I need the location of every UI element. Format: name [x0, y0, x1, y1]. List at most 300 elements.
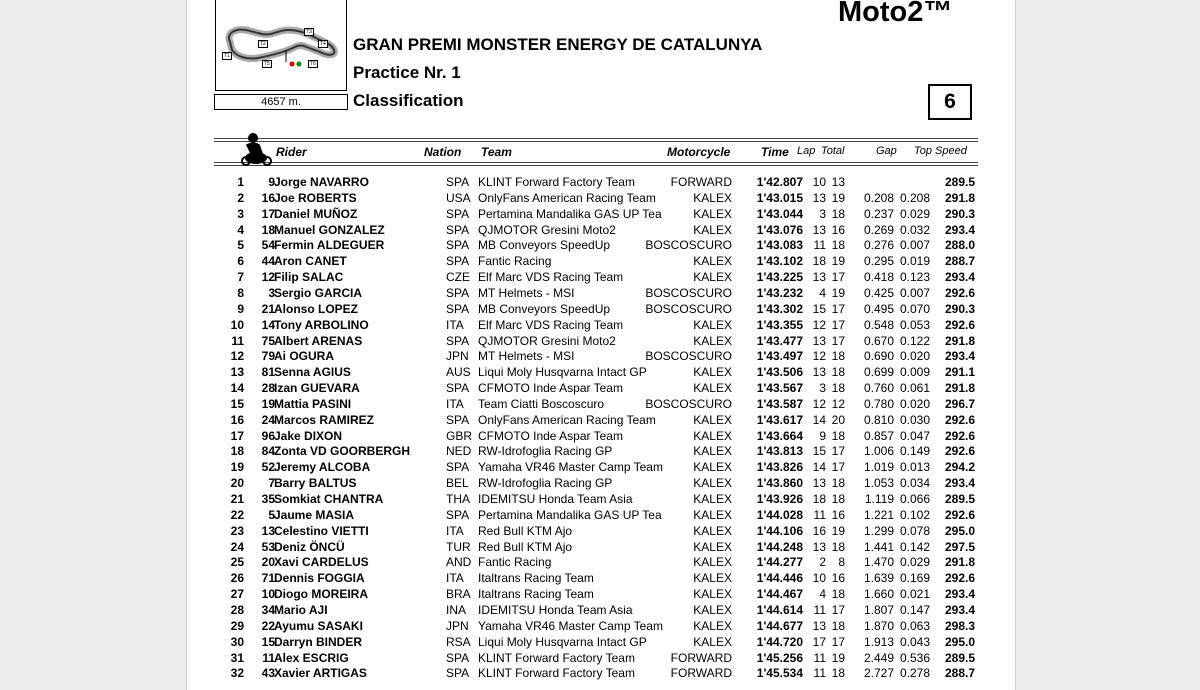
- table-row: [214, 475, 978, 491]
- best-lap-time: 1'43.617: [756, 412, 803, 427]
- rider-team: Fantic Racing: [478, 555, 552, 570]
- sector-label-t1: T1: [224, 53, 230, 59]
- rider-nation: SPA: [446, 175, 470, 189]
- best-lap-number: 15: [812, 444, 826, 459]
- total-laps: 18: [831, 238, 845, 253]
- top-speed: 291.8: [944, 333, 975, 348]
- rider-position: 32: [230, 666, 244, 681]
- rider-motorcycle: BOSCOSCURO: [645, 396, 732, 411]
- rider-number: 28: [261, 381, 275, 396]
- top-speed: 292.6: [944, 317, 975, 332]
- total-laps: 18: [831, 539, 845, 554]
- rider-number: 79: [261, 349, 275, 364]
- total-laps: 19: [831, 254, 845, 269]
- gap-to-leader: 0.810: [863, 412, 894, 427]
- best-lap-number: 3: [819, 381, 826, 396]
- rider-team: Pertamina Mandalika GAS UP Tea: [478, 206, 662, 221]
- best-lap-number: 11: [813, 666, 826, 681]
- best-lap-number: 14: [812, 460, 826, 475]
- rider-position: 10: [230, 317, 244, 332]
- rider-nation: BRA: [446, 587, 471, 602]
- track-length: 4657 m.: [214, 94, 348, 110]
- top-speed: 288.7: [944, 666, 975, 681]
- best-lap-number: 13: [812, 365, 826, 380]
- rider-position: 28: [230, 602, 244, 617]
- total-laps: 18: [831, 492, 845, 506]
- top-speed: 292.6: [944, 412, 975, 427]
- gap-to-previous: 0.063: [899, 618, 930, 633]
- gap-to-leader: 1.470: [863, 555, 894, 570]
- best-lap-number: 4: [819, 285, 826, 300]
- gap-to-previous: 0.029: [899, 206, 930, 221]
- table-row: [214, 190, 978, 206]
- rider-position: 20: [230, 476, 244, 491]
- rider-nation: BEL: [446, 476, 469, 491]
- rider-position: 23: [230, 523, 244, 538]
- best-lap-time: 1'43.076: [756, 222, 803, 237]
- best-lap-number: 13: [812, 476, 826, 491]
- rider-number: 18: [261, 222, 275, 237]
- rider-team: QJMOTOR Gresini Moto2: [478, 333, 616, 348]
- total-laps: 18: [831, 618, 845, 633]
- column-header-motorcycle: Motorcycle: [667, 145, 731, 159]
- table-row: [214, 253, 978, 269]
- top-speed: 292.6: [944, 571, 975, 586]
- gap-to-previous: 0.019: [899, 254, 930, 269]
- top-speed: 290.3: [944, 301, 975, 316]
- rider-team: KLINT Forward Factory Team: [478, 666, 635, 681]
- header-rule-bottom: [214, 162, 978, 163]
- best-lap-number: 10: [812, 175, 826, 189]
- rider-motorcycle: KALEX: [693, 618, 732, 633]
- rider-motorcycle: KALEX: [693, 412, 732, 427]
- rider-number: 21: [261, 301, 275, 316]
- best-lap-time: 1'43.225: [756, 270, 803, 285]
- top-speed: 292.6: [944, 428, 975, 443]
- rider-number: 9: [268, 175, 275, 189]
- gap-to-previous: 0.009: [899, 365, 930, 380]
- rider-team: OnlyFans American Racing Team: [478, 412, 656, 427]
- rider-team: Red Bull KTM Ajo: [478, 523, 573, 538]
- top-speed: 292.6: [944, 444, 975, 459]
- total-laps: 13: [831, 175, 845, 189]
- rider-motorcycle: KALEX: [693, 460, 732, 475]
- best-lap-time: 1'44.248: [756, 539, 803, 554]
- rider-team: Pertamina Mandalika GAS UP Tea: [478, 507, 662, 522]
- rider-name: Xavier ARTIGAS: [274, 666, 367, 681]
- best-lap-time: 1'43.355: [756, 317, 803, 332]
- rider-name: Izan GUEVARA: [274, 381, 360, 396]
- top-speed: 288.7: [944, 254, 975, 269]
- rider-motorcycle: FORWARD: [670, 175, 732, 189]
- rider-motorcycle: KALEX: [693, 523, 732, 538]
- rider-motorcycle: KALEX: [693, 539, 732, 554]
- rider-position: 25: [230, 555, 244, 570]
- table-row: [214, 174, 978, 190]
- total-laps: 18: [831, 587, 845, 602]
- rider-number: 14: [261, 317, 275, 332]
- rider-motorcycle: KALEX: [693, 571, 732, 586]
- best-lap-time: 1'44.677: [756, 618, 803, 633]
- gap-to-previous: 0.007: [899, 285, 930, 300]
- top-speed: 295.0: [944, 523, 975, 538]
- table-row: [214, 285, 978, 301]
- table-row: [214, 491, 978, 507]
- rider-number: 3: [268, 285, 275, 300]
- top-speed: 294.2: [944, 460, 975, 475]
- table-row: [214, 443, 978, 459]
- rider-name: Alex ESCRIG: [274, 650, 349, 665]
- rider-position: 1: [237, 175, 244, 189]
- best-lap-number: 18: [812, 254, 826, 269]
- gap-to-previous: 0.142: [899, 539, 930, 554]
- table-row: [214, 665, 978, 681]
- best-lap-time: 1'44.720: [756, 634, 803, 649]
- best-lap-number: 13: [812, 618, 826, 633]
- top-speed: 293.4: [944, 602, 975, 617]
- gap-to-previous: 0.102: [899, 507, 930, 522]
- rider-nation: USA: [446, 190, 471, 205]
- table-row: [214, 459, 978, 475]
- rider-name: Jorge NAVARRO: [274, 175, 369, 189]
- rider-motorcycle: KALEX: [693, 365, 732, 380]
- gap-to-previous: 0.020: [899, 349, 930, 364]
- gap-to-leader: 0.425: [863, 285, 894, 300]
- table-row: [214, 650, 978, 666]
- rider-name: Somkiat CHANTRA: [274, 492, 384, 506]
- rider-team: IDEMITSU Honda Team Asia: [478, 602, 633, 617]
- circuit-map: [215, 0, 347, 91]
- rider-nation: AUS: [446, 365, 471, 380]
- best-lap-time: 1'45.256: [756, 650, 803, 665]
- best-lap-time: 1'43.813: [756, 444, 803, 459]
- table-row: [214, 317, 978, 333]
- rider-name: Jaume MASIA: [274, 507, 355, 522]
- rider-team: KLINT Forward Factory Team: [478, 175, 635, 189]
- best-lap-time: 1'44.028: [756, 507, 803, 522]
- rider-motorcycle: KALEX: [693, 333, 732, 348]
- series-brand: Moto2™: [838, 0, 953, 28]
- rider-motorcycle: KALEX: [693, 492, 732, 506]
- gap-to-previous: 0.149: [899, 444, 930, 459]
- rider-position: 31: [230, 650, 244, 665]
- gap-to-previous: 0.034: [899, 476, 930, 491]
- table-row: [214, 380, 978, 396]
- total-laps: 16: [831, 571, 845, 586]
- best-lap-number: 17: [812, 634, 826, 649]
- rider-name: Aron CANET: [274, 254, 347, 269]
- table-row: [214, 618, 978, 634]
- rider-nation: SPA: [446, 254, 470, 269]
- best-lap-time: 1'43.506: [756, 365, 803, 380]
- rider-motorcycle: KALEX: [693, 206, 732, 221]
- table-row: [214, 634, 978, 650]
- rider-name: Sergio GARCIA: [274, 285, 363, 300]
- rider-position: 16: [230, 412, 244, 427]
- best-lap-time: 1'42.807: [756, 175, 803, 189]
- rider-motorcycle: KALEX: [693, 428, 732, 443]
- best-lap-number: 11: [813, 602, 826, 617]
- top-speed: 293.4: [944, 476, 975, 491]
- gap-to-previous: 0.070: [899, 301, 930, 316]
- top-speed: 293.4: [944, 222, 975, 237]
- rider-position: 29: [230, 618, 244, 633]
- top-speed: 297.5: [944, 539, 975, 554]
- rider-number: 22: [261, 618, 275, 633]
- rider-team: OnlyFans American Racing Team: [478, 190, 656, 205]
- column-header-total: Total: [821, 145, 845, 157]
- rider-nation: SPA: [446, 333, 470, 348]
- gap-to-leader: 2.449: [863, 650, 894, 665]
- best-lap-number: 16: [812, 523, 826, 538]
- rider-name: Mattia PASINI: [274, 396, 352, 411]
- table-row: [214, 507, 978, 523]
- gap-to-leader: 1.119: [864, 492, 894, 506]
- best-lap-time: 1'43.826: [756, 460, 803, 475]
- best-lap-time: 1'44.614: [756, 602, 803, 617]
- table-row: [214, 554, 978, 570]
- top-speed: 292.6: [944, 507, 975, 522]
- page-number: 6: [928, 84, 972, 120]
- header-rule-top-2: [214, 141, 978, 142]
- best-lap-time: 1'43.860: [756, 476, 803, 491]
- sector-label-t2: T2: [260, 41, 266, 47]
- total-laps: 18: [831, 666, 845, 681]
- rider-motorcycle: KALEX: [693, 222, 732, 237]
- gap-to-leader: 0.495: [863, 301, 894, 316]
- rider-position: 17: [230, 428, 244, 443]
- gap-to-leader: 1.441: [863, 539, 894, 554]
- top-speed: 291.1: [944, 365, 975, 380]
- rider-number: 16: [261, 190, 275, 205]
- rider-nation: SPA: [446, 381, 470, 396]
- rider-name: Albert ARENAS: [274, 333, 363, 348]
- top-speed: 288.0: [944, 238, 975, 253]
- best-lap-number: 11: [813, 507, 826, 522]
- rider-nation: SPA: [446, 666, 470, 681]
- rider-nation: SPA: [446, 238, 470, 253]
- rider-motorcycle: KALEX: [693, 190, 732, 205]
- rider-nation: SPA: [446, 412, 470, 427]
- best-lap-time: 1'43.015: [756, 190, 803, 205]
- top-speed: 293.4: [944, 349, 975, 364]
- best-lap-time: 1'44.277: [756, 555, 803, 570]
- rider-name: Manuel GONZALEZ: [274, 222, 385, 237]
- total-laps: 19: [831, 285, 845, 300]
- rider-position: 12: [230, 349, 244, 364]
- rider-nation: JPN: [446, 349, 469, 364]
- gap-to-leader: 1.660: [863, 587, 894, 602]
- rider-nation: SPA: [446, 650, 470, 665]
- best-lap-number: 13: [812, 270, 826, 285]
- rider-name: Senna AGIUS: [274, 365, 351, 380]
- rider-nation: SPA: [446, 301, 470, 316]
- rider-position: 9: [237, 301, 244, 316]
- top-speed: 289.5: [944, 175, 975, 189]
- best-lap-number: 10: [812, 571, 826, 586]
- gap-to-previous: 0.169: [899, 571, 930, 586]
- rider-position: 18: [230, 444, 244, 459]
- column-header-rider: Rider: [276, 145, 307, 159]
- rider-number: 75: [261, 333, 275, 348]
- rider-position: 30: [230, 634, 244, 649]
- best-lap-number: 15: [812, 301, 826, 316]
- rider-team: Liqui Moly Husqvarna Intact GP: [478, 365, 647, 380]
- gap-to-previous: 0.030: [899, 412, 930, 427]
- rider-nation: RSA: [446, 634, 471, 649]
- best-lap-time: 1'43.567: [756, 381, 803, 396]
- gap-to-previous: 0.536: [899, 650, 930, 665]
- total-laps: 18: [831, 381, 845, 396]
- best-lap-time: 1'43.232: [756, 285, 803, 300]
- rider-name: Daniel MUÑOZ: [274, 206, 358, 221]
- table-row: [214, 222, 978, 238]
- rider-team: RW-Idrofoglia Racing GP: [478, 444, 613, 459]
- gap-to-previous: 0.208: [899, 190, 930, 205]
- rider-number: 81: [261, 365, 275, 380]
- total-laps: 17: [831, 270, 845, 285]
- rider-position: 6: [237, 254, 244, 269]
- table-row: [214, 428, 978, 444]
- table-row: [214, 523, 978, 539]
- rider-motorcycle: KALEX: [693, 270, 732, 285]
- rider-position: 15: [230, 396, 244, 411]
- rider-number: 54: [261, 238, 275, 253]
- rider-motorcycle: KALEX: [693, 444, 732, 459]
- rider-team: MB Conveyors SpeedUp: [478, 301, 611, 316]
- total-laps: 16: [831, 222, 845, 237]
- rider-name: Ai OGURA: [274, 349, 334, 364]
- total-laps: 17: [831, 444, 845, 459]
- rider-name: Joe ROBERTS: [274, 190, 357, 205]
- best-lap-number: 12: [812, 317, 826, 332]
- rider-position: 19: [230, 460, 244, 475]
- rider-position: 22: [230, 507, 244, 522]
- total-laps: 18: [831, 476, 845, 491]
- best-lap-number: 12: [812, 349, 826, 364]
- rider-number: 20: [261, 555, 275, 570]
- table-row: [214, 586, 978, 602]
- top-speed: 290.3: [944, 206, 975, 221]
- best-lap-number: 3: [819, 206, 826, 221]
- rider-nation: ITA: [446, 523, 464, 538]
- rider-position: 13: [230, 365, 244, 380]
- rider-team: Italtrans Racing Team: [478, 571, 594, 586]
- total-laps: 17: [831, 333, 845, 348]
- rider-nation: NED: [446, 444, 472, 459]
- gap-to-leader: 0.670: [863, 333, 894, 348]
- best-lap-number: 13: [812, 539, 826, 554]
- rider-name: Tony ARBOLINO: [274, 317, 369, 332]
- rider-team: Yamaha VR46 Master Camp Team: [478, 618, 663, 633]
- gap-to-leader: 0.857: [863, 428, 894, 443]
- top-speed: 289.5: [944, 492, 975, 506]
- table-row: [214, 348, 978, 364]
- rider-team: Liqui Moly Husqvarna Intact GP: [478, 634, 647, 649]
- column-header-team: Team: [481, 145, 512, 159]
- rider-name: Zonta VD GOORBERGH: [274, 444, 411, 459]
- best-lap-number: 2: [819, 555, 826, 570]
- best-lap-number: 14: [812, 412, 826, 427]
- gap-to-leader: 1.807: [863, 602, 894, 617]
- rider-number: 12: [261, 270, 275, 285]
- rider-nation: THA: [446, 492, 470, 506]
- top-speed: 289.5: [944, 650, 975, 665]
- rider-number: 10: [261, 587, 275, 602]
- table-row: [214, 269, 978, 285]
- best-lap-number: 13: [812, 222, 826, 237]
- rider-motorcycle: KALEX: [693, 507, 732, 522]
- total-laps: 17: [831, 602, 845, 617]
- rider-motorcycle: BOSCOSCURO: [645, 238, 732, 253]
- gap-to-previous: 0.013: [899, 460, 930, 475]
- table-row: [214, 539, 978, 555]
- rider-nation: ITA: [446, 317, 464, 332]
- gap-to-leader: 0.295: [863, 254, 894, 269]
- rider-nation: SPA: [446, 206, 470, 221]
- rider-team: Elf Marc VDS Racing Team: [478, 270, 624, 285]
- rider-name: Filip SALAC: [274, 270, 344, 285]
- rider-position: 2: [237, 190, 244, 205]
- best-lap-number: 11: [813, 238, 826, 253]
- rider-team: CFMOTO Inde Aspar Team: [478, 381, 623, 396]
- rider-name: Celestino VIETTI: [274, 523, 369, 538]
- gap-to-leader: 0.780: [863, 396, 894, 411]
- rider-nation: ITA: [446, 396, 464, 411]
- rider-number: 17: [261, 206, 275, 221]
- column-header-nation: Nation: [424, 145, 462, 159]
- sector-label-t6: T6: [310, 61, 316, 67]
- gap-to-leader: 1.870: [863, 618, 894, 633]
- rider-motorcycle: KALEX: [693, 381, 732, 396]
- column-header-time: Time: [761, 145, 789, 159]
- rider-nation: TUR: [446, 539, 471, 554]
- best-lap-time: 1'43.102: [756, 254, 803, 269]
- rider-team: RW-Idrofoglia Racing GP: [478, 476, 613, 491]
- top-speed: 291.8: [944, 555, 975, 570]
- total-laps: 18: [831, 206, 845, 221]
- rider-name: Dennis FOGGIA: [274, 571, 365, 586]
- total-laps: 17: [831, 634, 845, 649]
- rider-name: Darryn BINDER: [274, 634, 363, 649]
- rider-motorcycle: KALEX: [693, 602, 732, 617]
- rider-position: 11: [231, 333, 244, 348]
- column-header-top-speed: Top Speed: [914, 145, 967, 157]
- header-rule-top: [214, 138, 978, 139]
- rider-position: 21: [230, 492, 244, 506]
- gap-to-leader: 2.727: [863, 666, 894, 681]
- rider-team: CFMOTO Inde Aspar Team: [478, 428, 623, 443]
- sector-label-t4: T4: [320, 41, 326, 47]
- rider-position: 24: [230, 539, 244, 554]
- rider-team: Elf Marc VDS Racing Team: [478, 317, 624, 332]
- session-title: Practice Nr. 1: [353, 63, 461, 82]
- rider-team: Yamaha VR46 Master Camp Team: [478, 460, 663, 475]
- best-lap-time: 1'44.467: [756, 587, 803, 602]
- rider-nation: SPA: [446, 285, 470, 300]
- classification-title: Classification: [353, 91, 464, 110]
- gap-to-leader: 1.053: [863, 476, 894, 491]
- total-laps: 8: [838, 555, 845, 570]
- gap-to-leader: 0.699: [863, 365, 894, 380]
- best-lap-time: 1'43.664: [756, 428, 803, 443]
- top-speed: 293.4: [944, 270, 975, 285]
- gap-to-leader: 0.269: [863, 222, 894, 237]
- best-lap-number: 9: [819, 428, 826, 443]
- gap-to-previous: 0.032: [899, 222, 930, 237]
- best-lap-time: 1'43.302: [756, 301, 803, 316]
- rider-number: 19: [261, 396, 275, 411]
